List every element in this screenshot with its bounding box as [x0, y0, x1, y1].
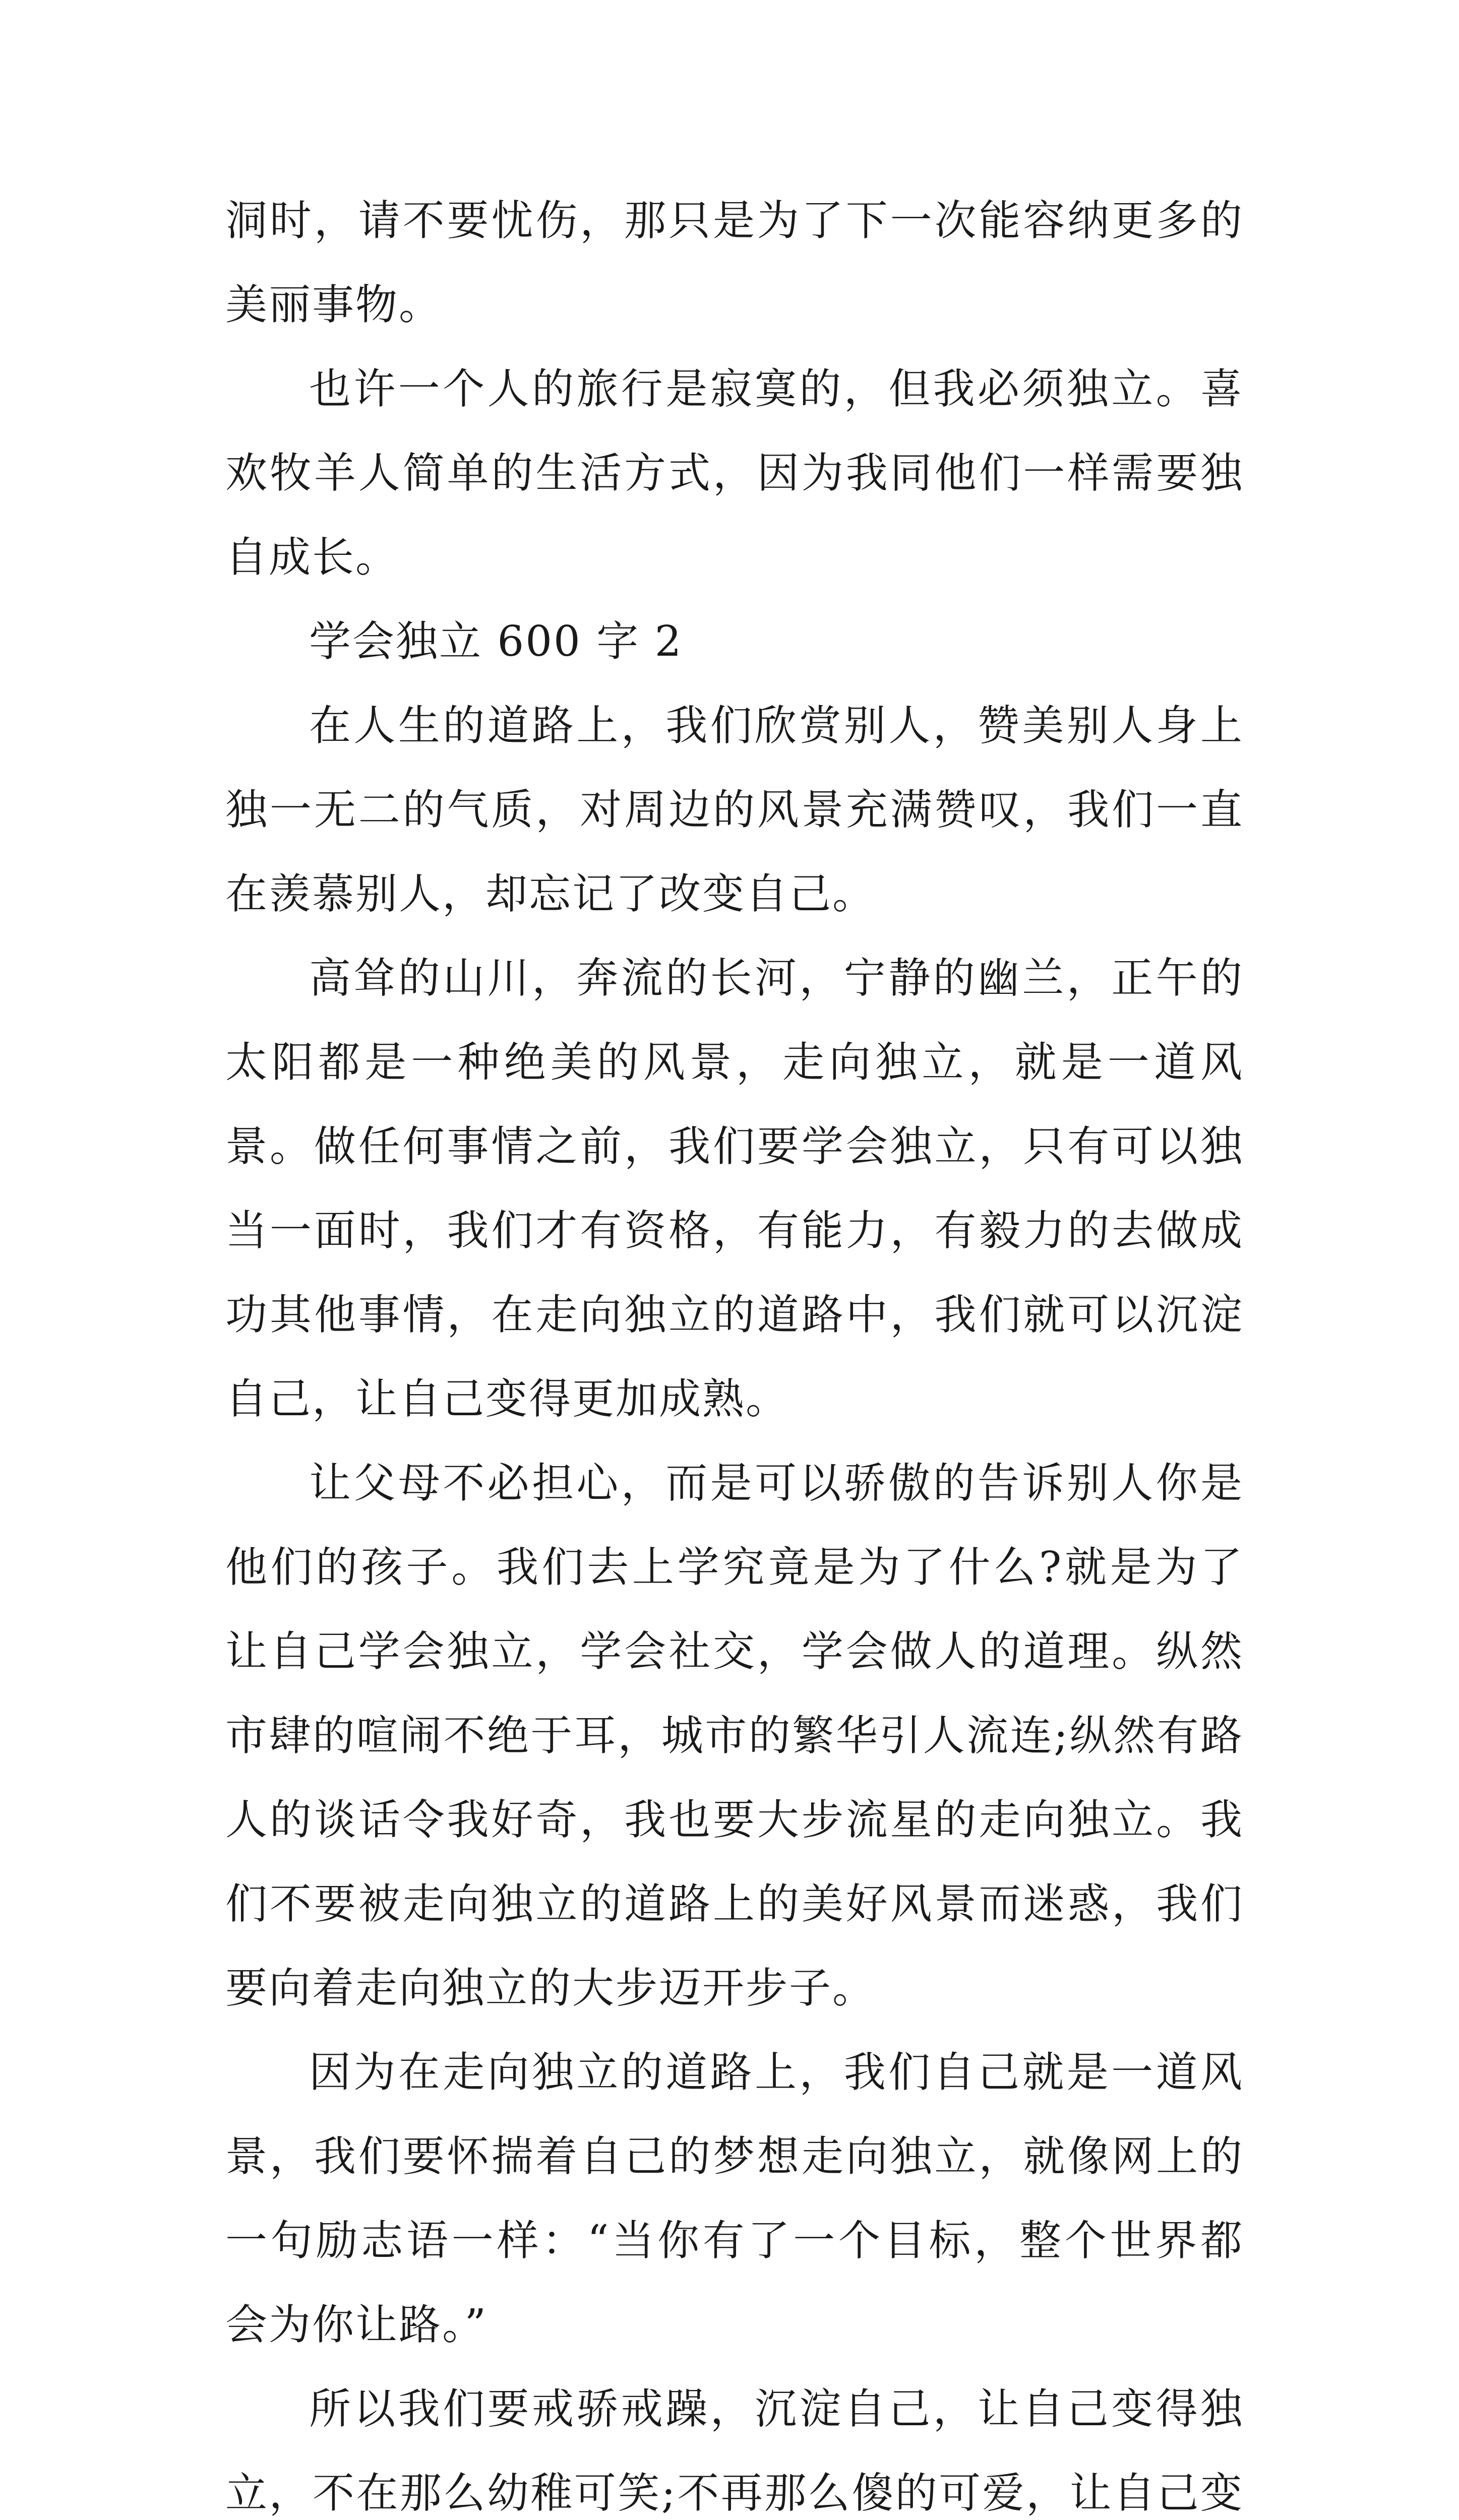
paragraph: 让父母不必担心，而是可以骄傲的告诉别人你是他们的孩子。我们去上学究竟是为了什么?就是为了让自己学会独立，学会社交，学会做人的道理。纵然市肆的喧闹不绝于耳，城市的繁华引人流连;纵然有路人的谈话令我好奇，我也要大步流星的走向独立。我们不要被走向独立的道路上的美好风景而迷惑，我们要向着走向独立的大步迈开步子。: [225, 1459, 1244, 2012]
paragraph: 也许一个人的旅行是寂寞的，但我必须独立。喜欢牧羊人简单的生活方式，因为我同他们一样需要独自成长。: [225, 364, 1244, 582]
paragraph: 所以我们要戒骄戒躁，沉淀自己，让自己变得独立，不在那么幼稚可笑;不再那么傻的可爱，让自己变: [225, 2384, 1244, 2517]
essay-heading: 学会独立 600 字 2: [309, 617, 683, 666]
paragraph: 高耸的山川，奔流的长河，宁静的幽兰，正午的太阳都是一种绝美的风景，走向独立，就是一道风景。做任何事情之前，我们要学会独立，只有可以独当一面时，我们才有资格，有能力，有毅力的去做成功其他事情，在走向独立的道路中，我们就可以沉淀自己，让自己变得更加成熟。: [225, 954, 1244, 1423]
paragraph: 在人生的道路上，我们欣赏别人，赞美别人身上独一无二的气质，对周边的风景充满赞叹，我们一直在羡慕别人，却忘记了改变自己。: [225, 701, 1244, 918]
paragraph-continuation: 洞时，请不要忧伤，那只是为了下一次能容纳更多的美丽事物。: [225, 196, 1244, 329]
document-body: [225, 178, 1244, 2520]
paragraph: 因为在走向独立的道路上，我们自己就是一道风景，我们要怀揣着自己的梦想走向独立，就像网上的一句励志语一样：“当你有了一个目标，整个世界都会为你让路。”: [225, 2048, 1244, 2349]
